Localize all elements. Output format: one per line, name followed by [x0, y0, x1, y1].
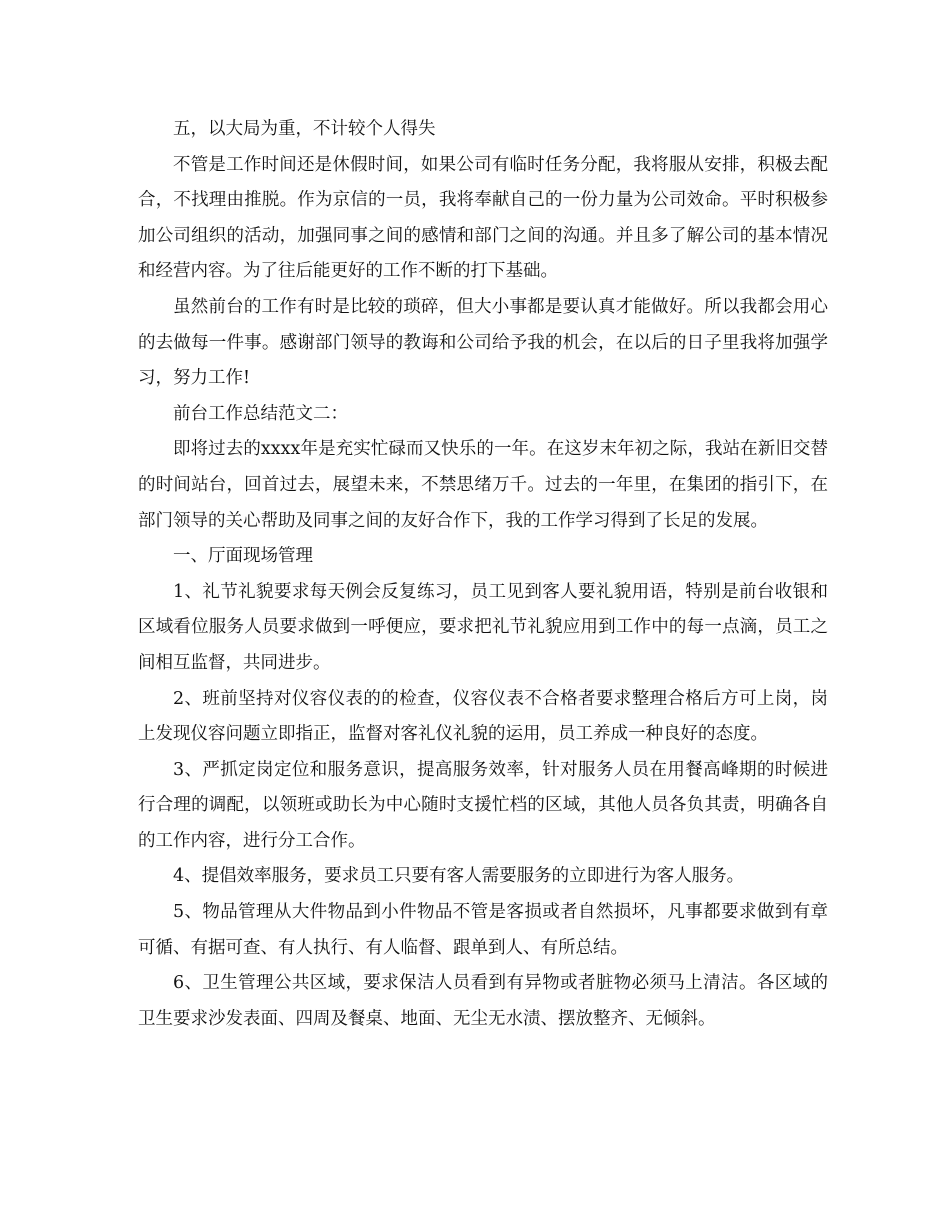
- list-item: 2、班前坚持对仪容仪表的的检查，仪容仪表不合格者要求整理合格后方可上岗，岗上发现仪容问题立即指正，监督对客礼仪礼貌的运用，员工养成一种良好的态度。: [138, 688, 828, 745]
- paragraph: 虽然前台的工作有时是比较的琐碎，但大小事都是要认真才能做好。所以我都会用心的去做每一件事。感谢部门领导的教诲和公司给予我的机会，在以后的日子里我将加强学习，努力工作!: [138, 296, 828, 389]
- list-item: 3、严抓定岗定位和服务意识，提高服务效率，针对服务人员在用餐高峰期的时候进行合理的调配，以领班或助长为中心随时支援忙档的区域，其他人员各负其责，明确各自的工作内容，进行分工合作。: [138, 759, 828, 851]
- paragraph: 不管是工作时间还是休假时间，如果公司有临时任务分配，我将服从安排，积极去配合，不找理由推脱。作为京信的一员，我将奉献自己的一份力量为公司效命。平时积极参加公司组织的活动，加强同事之间的感情和部门之间的沟通。并且多了解公司的基本情况和经营内容。为了往后能更好的工作不断的打下基础。: [138, 154, 828, 282]
- section-heading: 前台工作总结范文二：: [173, 403, 348, 424]
- list-item: 1、礼节礼貌要求每天例会反复练习，员工见到客人要礼貌用语，特别是前台收银和区域看位服务人员要求做到一呼便应，要求把礼节礼貌应用到工作中的每一点滴，员工之间相互监督，共同进步。: [138, 581, 828, 673]
- section-heading: 五，以大局为重，不计较个人得失: [173, 119, 436, 139]
- list-item: 5、物品管理从大件物品到小件物品不管是客损或者自然损坏，凡事都要求做到有章可循、有据可查、有人执行、有人临督、跟单到人、有所总结。: [138, 902, 828, 958]
- document-body: [138, 112, 828, 1037]
- paragraph: 即将过去的xxxx年是充实忙碌而又快乐的一年。在这岁末年初之际，我站在新旧交替的时间站台，回首过去，展望未来，不禁思绪万千。过去的一年里，在集团的指引下，在部门领导的关心帮助及同事之间的友好合作下，我的工作学习得到了长足的发展。: [138, 439, 828, 531]
- list-item: 6、卫生管理公共区域，要求保洁人员看到有异物或者脏物必须马上清洁。各区域的卫生要求沙发表面、四周及餐桌、地面、无尘无水渍、摆放整齐、无倾斜。: [138, 973, 828, 1029]
- list-item: 4、提倡效率服务，要求员工只要有客人需要服务的立即进行为客人服务。: [173, 866, 745, 887]
- section-heading: 一、厅面现场管理: [173, 546, 313, 567]
